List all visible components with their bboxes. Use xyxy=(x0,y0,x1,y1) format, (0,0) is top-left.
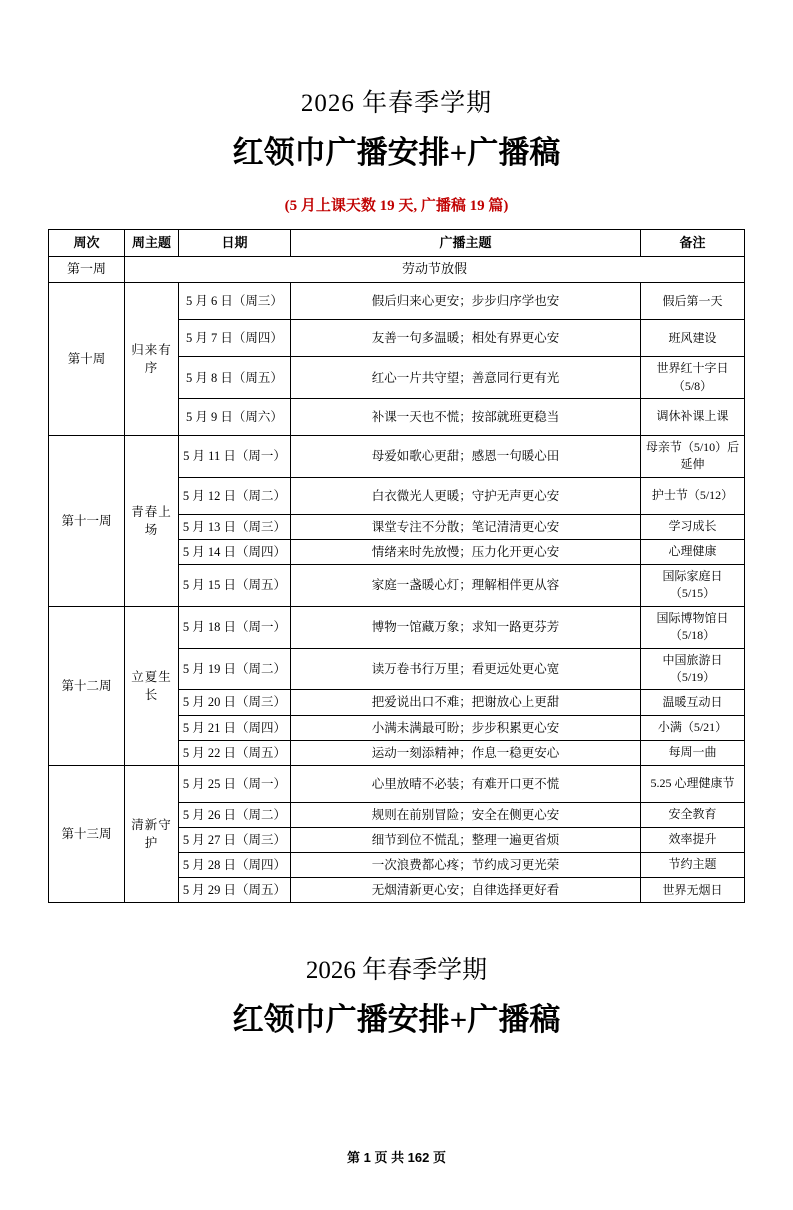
date-cell: 5 月 6 日（周三） xyxy=(179,283,291,320)
note-cell: 世界无烟日 xyxy=(641,878,745,903)
table-row xyxy=(49,283,745,320)
date-cell: 5 月 12 日（周二） xyxy=(179,477,291,514)
note-cell: 心理健康 xyxy=(641,539,745,564)
table-header-row xyxy=(49,229,745,257)
note-cell: 世界红十字日（5/8） xyxy=(641,357,745,399)
table-row xyxy=(49,436,745,478)
week-cell: 第十周 xyxy=(49,283,125,436)
date-cell: 5 月 18 日（周一） xyxy=(179,606,291,648)
note-cell: 每周一曲 xyxy=(641,740,745,765)
date-cell: 5 月 21 日（周四） xyxy=(179,715,291,740)
column-header-topic: 广播主题 xyxy=(291,229,641,257)
topic-cell: 补课一天也不慌；按部就班更稳当 xyxy=(291,399,641,436)
topic-cell: 红心一片共守望；善意同行更有光 xyxy=(291,357,641,399)
note-cell: 护士节（5/12） xyxy=(641,477,745,514)
topic-cell: 心里放晴不必装；有难开口更不慌 xyxy=(291,765,641,802)
note-cell: 安全教育 xyxy=(641,802,745,827)
note-cell: 学习成长 xyxy=(641,514,745,539)
bottom-title-line2: 红领巾广播安排+广播稿 xyxy=(232,1001,561,1037)
date-cell: 5 月 22 日（周五） xyxy=(179,740,291,765)
table-row xyxy=(49,257,745,283)
date-cell: 5 月 8 日（周五） xyxy=(179,357,291,399)
topic-cell: 规则在前别冒险；安全在侧更心安 xyxy=(291,802,641,827)
column-header-note: 备注 xyxy=(641,229,745,257)
topic-cell: 把爱说出口不难；把谢放心上更甜 xyxy=(291,690,641,715)
column-header-theme: 周主题 xyxy=(125,229,179,257)
date-cell: 5 月 15 日（周五） xyxy=(179,565,291,607)
page-title-line2: 红领巾广播安排+广播稿 xyxy=(232,135,561,171)
date-cell: 5 月 20 日（周三） xyxy=(179,690,291,715)
note-cell: 温暖互动日 xyxy=(641,690,745,715)
date-cell: 5 月 29 日（周五） xyxy=(179,878,291,903)
note-cell: 节约主题 xyxy=(641,853,745,878)
date-cell: 5 月 26 日（周二） xyxy=(179,802,291,827)
holiday-note-cell: 劳动节放假 xyxy=(125,257,745,283)
column-header-week: 周次 xyxy=(49,229,125,257)
note-cell: 中国旅游日（5/19） xyxy=(641,648,745,690)
date-cell: 5 月 11 日（周一） xyxy=(179,436,291,478)
date-cell: 5 月 9 日（周六） xyxy=(179,399,291,436)
week-cell: 第一周 xyxy=(49,257,125,283)
theme-cell: 青春上场 xyxy=(125,436,179,607)
topic-cell: 无烟清新更心安；自律选择更好看 xyxy=(291,878,641,903)
date-cell: 5 月 19 日（周二） xyxy=(179,648,291,690)
topic-cell: 细节到位不慌乱；整理一遍更省烦 xyxy=(291,827,641,852)
note-cell: 国际博物馆日（5/18） xyxy=(641,606,745,648)
broadcast-schedule-table xyxy=(48,229,745,904)
topic-cell: 情绪来时先放慢；压力化开更心安 xyxy=(291,539,641,564)
date-cell: 5 月 27 日（周三） xyxy=(179,827,291,852)
topic-cell: 课堂专注不分散；笔记清清更心安 xyxy=(291,514,641,539)
topic-cell: 白衣微光人更暖；守护无声更心安 xyxy=(291,477,641,514)
document-page xyxy=(0,88,793,1210)
note-cell: 国际家庭日（5/15） xyxy=(641,565,745,607)
note-cell: 调休补课上课 xyxy=(641,399,745,436)
topic-cell: 博物一馆藏万象；求知一路更芬芳 xyxy=(291,606,641,648)
theme-cell: 立夏生长 xyxy=(125,606,179,765)
page-number-text: 第 1 页 共 162 页 xyxy=(347,1150,446,1165)
table-row xyxy=(49,606,745,648)
topic-cell: 一次浪费都心疼；节约成习更光荣 xyxy=(291,853,641,878)
date-cell: 5 月 13 日（周三） xyxy=(179,514,291,539)
date-cell: 5 月 25 日（周一） xyxy=(179,765,291,802)
bottom-title-line1: 2026 年春季学期 xyxy=(305,957,488,985)
week-cell: 第十二周 xyxy=(49,606,125,765)
page-title-line1: 2026 年春季学期 xyxy=(300,90,493,117)
note-cell: 效率提升 xyxy=(641,827,745,852)
note-cell: 小满（5/21） xyxy=(641,715,745,740)
topic-cell: 友善一句多温暖；相处有界更心安 xyxy=(291,320,641,357)
topic-cell: 读万卷书行万里；看更远处更心宽 xyxy=(291,648,641,690)
note-cell: 母亲节（5/10）后延伸 xyxy=(641,436,745,478)
date-cell: 5 月 14 日（周四） xyxy=(179,539,291,564)
theme-cell: 清新守护 xyxy=(125,765,179,903)
note-cell: 班风建设 xyxy=(641,320,745,357)
bottom-title-block xyxy=(48,955,745,1040)
topic-cell: 运动一刻添精神；作息一稳更安心 xyxy=(291,740,641,765)
theme-cell: 归来有序 xyxy=(125,283,179,436)
table-row xyxy=(49,765,745,802)
topic-cell: 母爱如歌心更甜；感恩一句暖心田 xyxy=(291,436,641,478)
week-cell: 第十三周 xyxy=(49,765,125,903)
page-subtitle: (5 月上课天数 19 天, 广播稿 19 篇) xyxy=(284,197,509,214)
topic-cell: 假后归来心更安；步步归序学也安 xyxy=(291,283,641,320)
note-cell: 5.25 心理健康节 xyxy=(641,765,745,802)
week-cell: 第十一周 xyxy=(49,436,125,607)
title-block xyxy=(48,88,745,215)
page-footer xyxy=(0,1147,793,1166)
note-cell: 假后第一天 xyxy=(641,283,745,320)
topic-cell: 家庭一盏暖心灯；理解相伴更从容 xyxy=(291,565,641,607)
topic-cell: 小满未满最可盼；步步积累更心安 xyxy=(291,715,641,740)
column-header-date: 日期 xyxy=(179,229,291,257)
date-cell: 5 月 7 日（周四） xyxy=(179,320,291,357)
date-cell: 5 月 28 日（周四） xyxy=(179,853,291,878)
